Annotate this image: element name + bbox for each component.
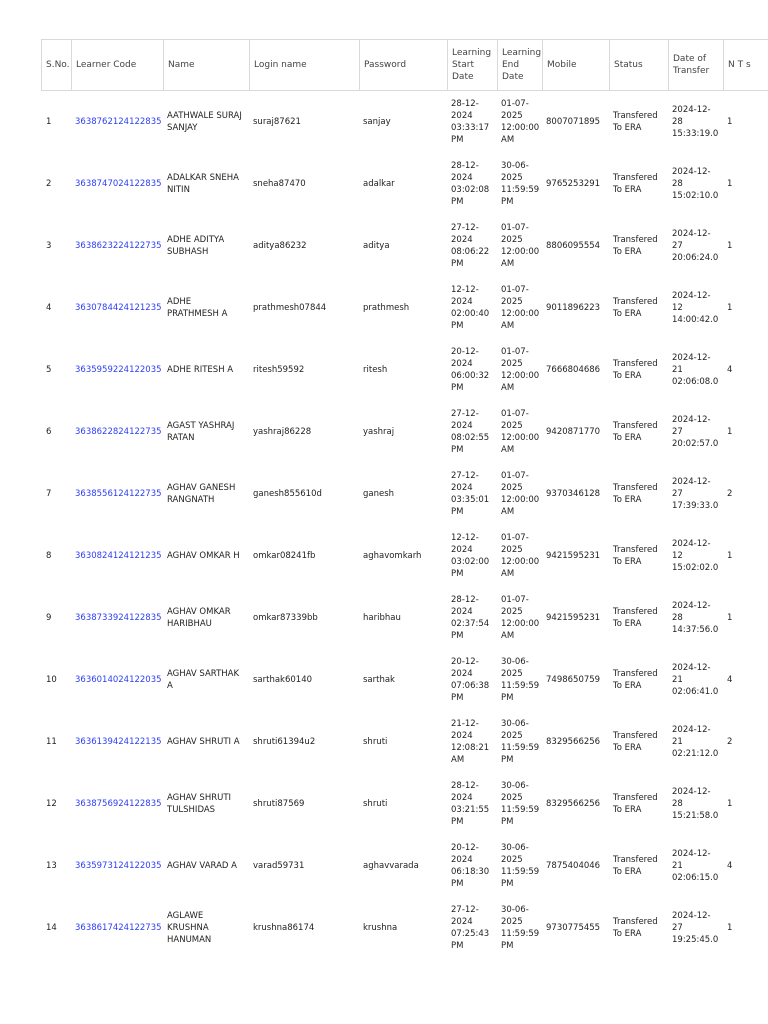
column-header-login-name: Login name (249, 39, 359, 91)
name-cell: ADHE RITESH A (167, 365, 234, 375)
status-cell: Transfered To ERA (613, 607, 658, 629)
login-name-cell: omkar08241fb (253, 551, 316, 561)
status-cell: Transfered To ERA (613, 855, 658, 877)
column-header-sno: S.No. (41, 39, 71, 91)
sno-cell: 7 (46, 489, 52, 499)
mobile-cell: 8329566256 (546, 799, 601, 809)
sno-cell: 8 (46, 551, 52, 561)
password-cell: aditya (363, 241, 390, 251)
learner-table-container (41, 39, 768, 959)
learning-end-date-cell: 30-06-2025 11:59:59 PM (501, 657, 540, 703)
mobile-cell: 8007071895 (546, 117, 601, 127)
mobile-cell: 9370346128 (546, 489, 601, 499)
learning-end-date-cell: 01-07-2025 12:00:00 AM (501, 99, 540, 145)
truncated-cell: 1 (727, 613, 733, 623)
learner-code-link[interactable]: 3638622824122735 (75, 427, 162, 437)
name-cell: AGHAV GANESH RANGNATH (167, 483, 236, 505)
learner-code-link[interactable]: 3638617424122735 (75, 923, 162, 933)
table-row (41, 91, 768, 153)
name-cell: ADALKAR SNEHA NITIN (167, 173, 239, 195)
mobile-cell: 8806095554 (546, 241, 601, 251)
name-cell: AGAST YASHRAJ RATAN (167, 421, 235, 443)
learning-start-date-cell: 12-12-2024 03:02:00 PM (451, 533, 490, 579)
learner-code-link[interactable]: 3638556124122735 (75, 489, 162, 499)
password-cell: ganesh (363, 489, 395, 499)
sno-cell: 14 (46, 923, 57, 933)
learning-end-date-cell: 30-06-2025 11:59:59 PM (501, 161, 540, 207)
truncated-cell: 1 (727, 427, 733, 437)
table-row (41, 277, 768, 339)
column-header-status: Status (609, 39, 668, 91)
mobile-cell: 7875404046 (546, 861, 601, 871)
status-cell: Transfered To ERA (613, 917, 658, 939)
truncated-cell: 1 (727, 303, 733, 313)
date-of-transfer-cell: 2024-12-27 19:25:45.0 (672, 911, 719, 945)
column-header-name: Name (163, 39, 249, 91)
mobile-cell: 9421595231 (546, 551, 601, 561)
table-row (41, 401, 768, 463)
learner-code-link[interactable]: 3630784424121235 (75, 303, 162, 313)
learning-start-date-cell: 27-12-2024 08:06:22 PM (451, 223, 490, 269)
date-of-transfer-cell: 2024-12-28 15:21:58.0 (672, 787, 719, 821)
status-cell: Transfered To ERA (613, 173, 658, 195)
truncated-cell: 2 (727, 489, 733, 499)
learning-end-date-cell: 01-07-2025 12:00:00 AM (501, 223, 540, 269)
login-name-cell: varad59731 (253, 861, 305, 871)
learner-code-link[interactable]: 3635959224122035 (75, 365, 162, 375)
mobile-cell: 9765253291 (546, 179, 601, 189)
table-row (41, 463, 768, 525)
name-cell: AGLAWE KRUSHNA HANUMAN (167, 911, 212, 945)
mobile-cell: 8329566256 (546, 737, 601, 747)
learning-end-date-cell: 01-07-2025 12:00:00 AM (501, 347, 540, 393)
sno-cell: 3 (46, 241, 52, 251)
sno-cell: 1 (46, 117, 52, 127)
column-header-password: Password (359, 39, 447, 91)
password-cell: haribhau (363, 613, 401, 623)
login-name-cell: omkar87339bb (253, 613, 318, 623)
sno-cell: 6 (46, 427, 52, 437)
password-cell: prathmesh (363, 303, 410, 313)
learning-end-date-cell: 01-07-2025 12:00:00 AM (501, 471, 540, 517)
status-cell: Transfered To ERA (613, 421, 658, 443)
learner-code-link[interactable]: 3636014024122035 (75, 675, 162, 685)
name-cell: AGHAV SHRUTI A (167, 737, 240, 747)
name-cell: AGHAV OMKAR HARIBHAU (167, 607, 231, 629)
learning-start-date-cell: 27-12-2024 03:35:01 PM (451, 471, 490, 517)
learning-start-date-cell: 28-12-2024 03:21:55 PM (451, 781, 490, 827)
mobile-cell: 7666804686 (546, 365, 601, 375)
password-cell: sanjay (363, 117, 391, 127)
name-cell: ADHE ADITYA SUBHASH (167, 235, 225, 257)
status-cell: Transfered To ERA (613, 235, 658, 257)
table-row (41, 773, 768, 835)
name-cell: AGHAV SARTHAK A (167, 669, 240, 691)
table-row (41, 587, 768, 649)
truncated-cell: 4 (727, 675, 733, 685)
login-name-cell: yashraj86228 (253, 427, 312, 437)
login-name-cell: prathmesh07844 (253, 303, 327, 313)
date-of-transfer-cell: 2024-12-27 20:06:24.0 (672, 229, 719, 263)
status-cell: Transfered To ERA (613, 297, 658, 319)
name-cell: AGHAV SHRUTI TULSHIDAS (167, 793, 232, 815)
password-cell: ritesh (363, 365, 388, 375)
sno-cell: 2 (46, 179, 52, 189)
name-cell: AATHWALE SURAJ SANJAY (167, 111, 242, 133)
learning-start-date-cell: 20-12-2024 06:18:30 PM (451, 843, 490, 889)
status-cell: Transfered To ERA (613, 111, 658, 133)
password-cell: yashraj (363, 427, 395, 437)
password-cell: adalkar (363, 179, 395, 189)
sno-cell: 12 (46, 799, 57, 809)
truncated-cell: 1 (727, 923, 733, 933)
sno-cell: 13 (46, 861, 57, 871)
learner-code-link[interactable]: 3638733924122835 (75, 613, 162, 623)
sno-cell: 11 (46, 737, 57, 747)
learning-start-date-cell: 28-12-2024 02:37:54 PM (451, 595, 490, 641)
learner-code-link[interactable]: 3635973124122035 (75, 861, 162, 871)
learning-end-date-cell: 30-06-2025 11:59:59 PM (501, 843, 540, 889)
truncated-cell: 1 (727, 117, 733, 127)
column-header-learner-code: Learner Code (71, 39, 163, 91)
status-cell: Transfered To ERA (613, 669, 658, 691)
status-cell: Transfered To ERA (613, 793, 658, 815)
sno-cell: 4 (46, 303, 52, 313)
date-of-transfer-cell: 2024-12-21 02:06:41.0 (672, 663, 719, 697)
table-row (41, 711, 768, 773)
password-cell: aghavomkarh (363, 551, 422, 561)
learning-start-date-cell: 20-12-2024 06:00:32 PM (451, 347, 490, 393)
learner-code-link[interactable]: 3638756924122835 (75, 799, 162, 809)
mobile-cell: 9730775455 (546, 923, 601, 933)
learner-code-link[interactable]: 3638623224122735 (75, 241, 162, 251)
column-header-mobile: Mobile (542, 39, 609, 91)
truncated-cell: 4 (727, 365, 733, 375)
login-name-cell: shruti61394u2 (253, 737, 316, 747)
name-cell: AGHAV OMKAR H (167, 551, 240, 561)
column-header-learning-start-date: Learning Start Date (447, 39, 497, 91)
login-name-cell: ganesh855610d (253, 489, 322, 499)
password-cell: sarthak (363, 675, 395, 685)
login-name-cell: krushna86174 (253, 923, 315, 933)
learning-start-date-cell: 27-12-2024 08:02:55 PM (451, 409, 490, 455)
learning-end-date-cell: 01-07-2025 12:00:00 AM (501, 533, 540, 579)
status-cell: Transfered To ERA (613, 359, 658, 381)
password-cell: shruti (363, 799, 388, 809)
learner-table (41, 39, 768, 959)
mobile-cell: 9421595231 (546, 613, 601, 623)
login-name-cell: sneha87470 (253, 179, 306, 189)
learning-start-date-cell: 20-12-2024 07:06:38 PM (451, 657, 490, 703)
learning-end-date-cell: 01-07-2025 12:00:00 AM (501, 409, 540, 455)
date-of-transfer-cell: 2024-12-28 14:37:56.0 (672, 601, 719, 635)
status-cell: Transfered To ERA (613, 545, 658, 567)
column-header-learning-end-date: Learning End Date (497, 39, 542, 91)
date-of-transfer-cell: 2024-12-28 15:33:19.0 (672, 105, 719, 139)
learner-code-link[interactable]: 3636139424122135 (75, 737, 162, 747)
learner-code-link[interactable]: 3638762124122835 (75, 117, 162, 127)
learning-start-date-cell: 12-12-2024 02:00:40 PM (451, 285, 490, 331)
login-name-cell: shruti87569 (253, 799, 305, 809)
truncated-cell: 4 (727, 861, 733, 871)
status-cell: Transfered To ERA (613, 731, 658, 753)
learning-end-date-cell: 30-06-2025 11:59:59 PM (501, 719, 540, 765)
password-cell: aghavvarada (363, 861, 419, 871)
learner-code-link[interactable]: 3630824124121235 (75, 551, 162, 561)
truncated-cell: 1 (727, 551, 733, 561)
sno-cell: 9 (46, 613, 52, 623)
learning-start-date-cell: 28-12-2024 03:02:08 PM (451, 161, 490, 207)
learning-end-date-cell: 30-06-2025 11:59:59 PM (501, 905, 540, 951)
learning-start-date-cell: 21-12-2024 12:08:21 AM (451, 719, 490, 765)
learning-end-date-cell: 30-06-2025 11:59:59 PM (501, 781, 540, 827)
sno-cell: 5 (46, 365, 52, 375)
date-of-transfer-cell: 2024-12-21 02:06:15.0 (672, 849, 719, 883)
status-cell: Transfered To ERA (613, 483, 658, 505)
mobile-cell: 9011896223 (546, 303, 601, 313)
password-cell: krushna (363, 923, 398, 933)
login-name-cell: aditya86232 (253, 241, 307, 251)
learning-end-date-cell: 01-07-2025 12:00:00 AM (501, 595, 540, 641)
name-cell: ADHE PRATHMESH A (167, 297, 228, 319)
table-header-row (41, 39, 768, 91)
table-row (41, 835, 768, 897)
table-row (41, 525, 768, 587)
table-row (41, 339, 768, 401)
name-cell: AGHAV VARAD A (167, 861, 237, 871)
learning-end-date-cell: 01-07-2025 12:00:00 AM (501, 285, 540, 331)
date-of-transfer-cell: 2024-12-21 02:21:12.0 (672, 725, 719, 759)
table-row (41, 215, 768, 277)
table-body (41, 91, 768, 959)
login-name-cell: suraj87621 (253, 117, 301, 127)
table-row (41, 897, 768, 959)
date-of-transfer-cell: 2024-12-21 02:06:08.0 (672, 353, 719, 387)
date-of-transfer-cell: 2024-12-27 17:39:33.0 (672, 477, 719, 511)
mobile-cell: 7498650759 (546, 675, 601, 685)
learning-start-date-cell: 27-12-2024 07:25:43 PM (451, 905, 490, 951)
sno-cell: 10 (46, 675, 57, 685)
password-cell: shruti (363, 737, 388, 747)
date-of-transfer-cell: 2024-12-27 20:02:57.0 (672, 415, 719, 449)
column-header-truncated: N T s (723, 39, 768, 91)
date-of-transfer-cell: 2024-12-12 15:02:02.0 (672, 539, 719, 573)
date-of-transfer-cell: 2024-12-28 15:02:10.0 (672, 167, 719, 201)
mobile-cell: 9420871770 (546, 427, 601, 437)
truncated-cell: 1 (727, 241, 733, 251)
table-row (41, 649, 768, 711)
login-name-cell: ritesh59592 (253, 365, 305, 375)
table-row (41, 153, 768, 215)
date-of-transfer-cell: 2024-12-12 14:00:42.0 (672, 291, 719, 325)
login-name-cell: sarthak60140 (253, 675, 313, 685)
learner-code-link[interactable]: 3638747024122835 (75, 179, 162, 189)
learning-start-date-cell: 28-12-2024 03:33:17 PM (451, 99, 490, 145)
truncated-cell: 2 (727, 737, 733, 747)
column-header-date-of-transfer: Date of Transfer (668, 39, 723, 91)
truncated-cell: 1 (727, 799, 733, 809)
truncated-cell: 1 (727, 179, 733, 189)
